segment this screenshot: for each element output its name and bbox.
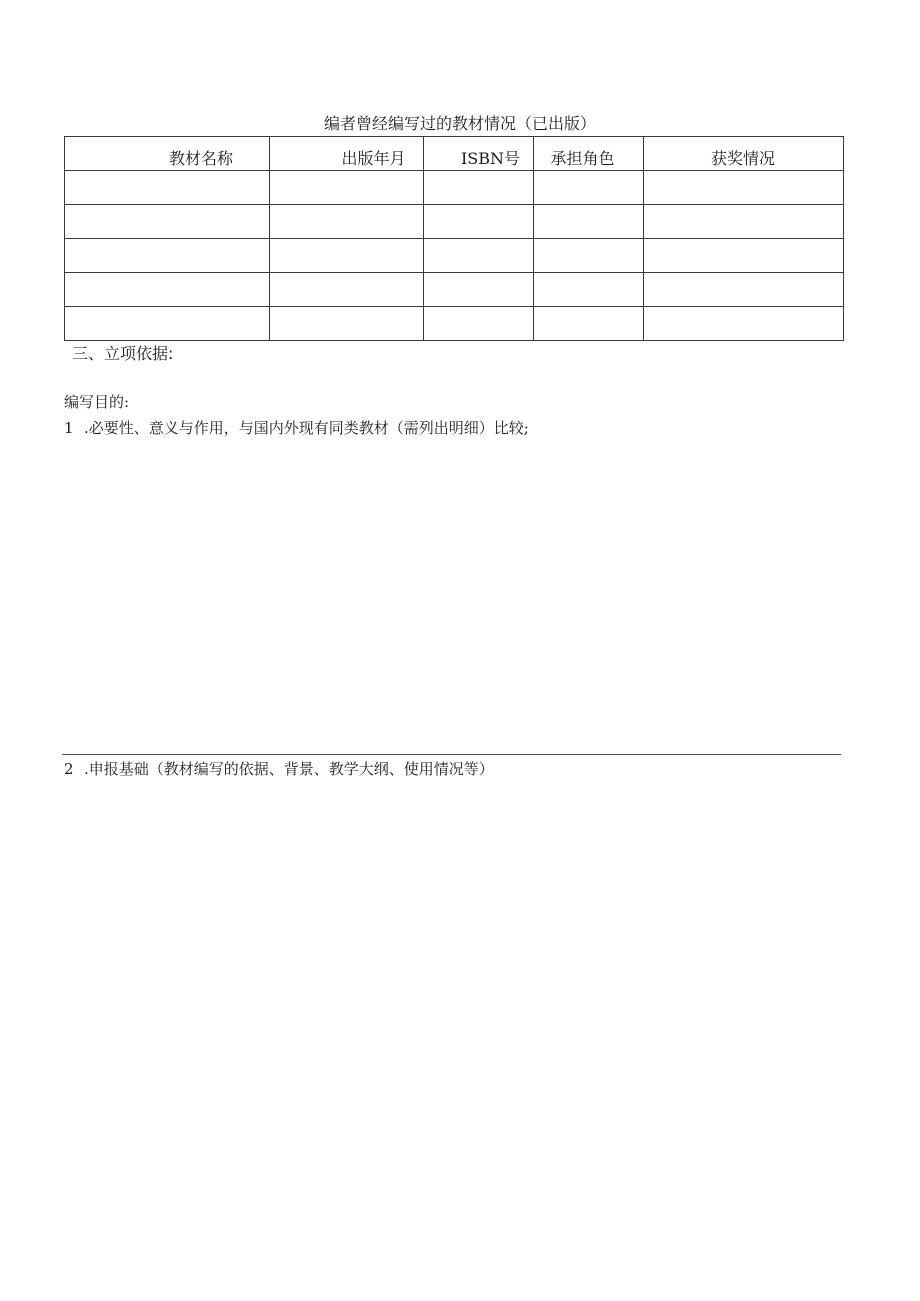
header-awards: 获奖情况 [644,137,844,171]
table-cell[interactable] [270,273,424,307]
table-cell[interactable] [270,307,424,341]
item-2-number: 2 [64,760,74,778]
table-cell[interactable] [534,171,644,205]
item-1 [64,418,529,438]
table-row [65,239,844,273]
table-row [65,205,844,239]
section-divider [62,754,841,755]
table-cell[interactable] [65,273,270,307]
table-cell[interactable] [644,171,844,205]
table-cell[interactable] [270,171,424,205]
table-cell[interactable] [65,239,270,273]
table-cell[interactable] [270,205,424,239]
table-title: 编者曾经编写过的教材情况（已出版） [323,114,596,133]
table-cell[interactable] [534,239,644,273]
table-cell[interactable] [644,307,844,341]
item-1-number: 1 [64,419,74,437]
item-1-text: .必要性、意义与作用，与国内外现有同类教材（需列出明细）比较; [84,419,529,437]
table-cell[interactable] [534,307,644,341]
table-cell[interactable] [424,171,534,205]
table-cell[interactable] [424,205,534,239]
purpose-label: 编写目的: [64,393,130,411]
table-cell[interactable] [65,171,270,205]
published-textbooks-table [64,136,844,341]
item-2-text: .申报基础（教材编写的依据、背景、教学大纲、使用情况等） [84,760,494,778]
table-cell[interactable] [65,205,270,239]
header-isbn: ISBN号 [424,137,534,171]
table-row [65,171,844,205]
table-cell[interactable] [424,273,534,307]
header-role: 承担角色 [534,137,644,171]
table-cell[interactable] [534,205,644,239]
table-header-row [65,137,844,171]
header-textbook-name: 教材名称 [65,137,270,171]
table-row [65,307,844,341]
table-cell[interactable] [424,307,534,341]
table-row [65,273,844,307]
header-publish-date: 出版年月 [270,137,424,171]
section-heading: 三、立项依据: [72,344,174,363]
table-cell[interactable] [270,239,424,273]
table-cell[interactable] [65,307,270,341]
table-cell[interactable] [644,273,844,307]
table-cell[interactable] [644,239,844,273]
table-cell[interactable] [644,205,844,239]
table-cell[interactable] [424,239,534,273]
item-2 [64,759,494,779]
table-cell[interactable] [534,273,644,307]
